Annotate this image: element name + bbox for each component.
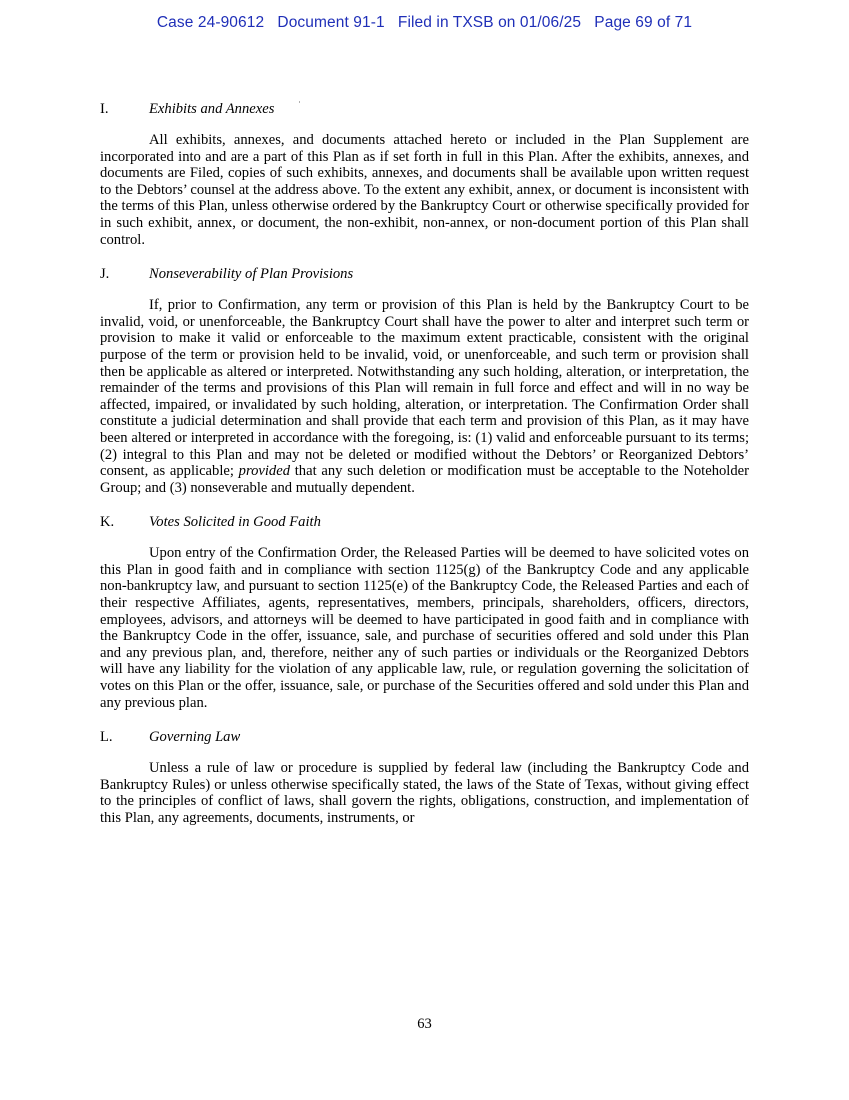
section-title: Nonseverability of Plan Provisions [149,266,354,283]
section-title: Exhibits and Annexes [149,101,275,117]
section-title: Votes Solicited in Good Faith [149,514,321,531]
section-paragraph [100,297,749,496]
section-nonseverability [100,266,749,496]
section-heading [100,266,749,284]
document-body [100,101,749,845]
court-filing-stamp: Case 24-90612 Document 91-1 Filed in TXSB on 01/06/25 Page 69 of 71 [156,14,693,31]
section-governing-law [100,729,749,826]
section-exhibits-and-annexes [100,101,749,248]
paragraph-text-after-emphasis: that any such deletion or modification must be acceptable to the Noteholder Group; and (3) nonseverable and mutually dependent. [100,463,749,496]
section-heading [100,101,749,119]
section-letter: K. [100,514,115,531]
section-letter: I. [100,101,109,117]
section-heading [100,514,749,532]
section-paragraph: Unless a rule of law or procedure is supplied by federal law (including the Bankruptcy Code and Bankruptcy Rules) or unless otherwise specifically stated, the laws of the State of Texas, without giving effect to the principles of conflict of laws, shall govern the rights, obligations, construction, and implementation of this Plan, any agreements, documents, instruments, or [100,760,749,826]
section-paragraph: Upon entry of the Confirmation Order, the Released Parties will be deemed to have solicited votes on this Plan in good faith and in compliance with section 1125(g) of the Bankruptcy Code and any applicable non-bankruptcy law, and pursuant to section 1125(e) of the Bankruptcy Code, the Released Parties and each of their respective Affiliates, agents, representatives, members, principals, shareholders, officers, directors, employees, advisors, and attorneys will be deemed to have participated in good faith and in compliance with the Bankruptcy Code in the offer, issuance, sale, and purchase of securities offered and sold under this Plan and any previous plan, and, therefore, neither any of such parties or individuals or the Reorganized Debtors will have any liability for the violation of any applicable law, rule, or regulation governing the solicitation of votes on this Plan or the offer, issuance, sale, or purchase of the Securities offered and sold under this Plan and any previous plan. [100,545,749,711]
section-title: Governing Law [149,729,241,746]
page-number: 63 [417,1016,432,1032]
paragraph-text-before-emphasis: If, prior to Confirmation, any term or provision of this Plan is held by the Bankruptcy Court to be invalid, void, or unenforceable, the Bankruptcy Court shall have the power to alter and interpret such term or provision to make it valid or enforceable to the maximum extent practicable, consistent with the original purpose of the term or provision held to be invalid, void, or unenforceable, and such term or provision shall then be applicable as altered or interpreted. Notwithstanding any such holding, alteration, or interpretation, the remainder of the terms and provisions of this Plan will remain in full force and effect and will in no way be affected, impaired, or invalidated by such holding, alteration, or interpretation. The Confirmation Order shall constitute a judicial determination and shall provide that each term and provision of this Plan, as it may have been altered or interpreted in accordance with the foregoing, is: (1) valid and enforceable pursuant to its terms; (2) integral to this Plan and may not be deleted or modified without the Debtors’ or Reorganized Debtors’ consent, as applicable; [100,297,749,480]
emphasized-term-provided: provided [238,463,290,480]
section-paragraph: All exhibits, annexes, and documents attached hereto or included in the Plan Supplement are incorporated into and are a part of this Plan as if set forth in full in this Plan. After the exhibits, annexes, and documents are Filed, copies of such exhibits, annexes, and documents shall be available upon written request to the Debtors’ counsel at the address above. To the extent any exhibit, annex, or document is inconsistent with the terms of this Plan, unless otherwise ordered by the Bankruptcy Court or otherwise specifically provided for in such exhibit, annex, or document, the non-exhibit, non-annex, or non-document portion of this Plan shall control. [100,132,749,248]
section-letter: J. [100,266,110,283]
section-letter: L. [100,729,113,746]
section-votes-solicited [100,514,749,711]
section-heading [100,729,749,747]
